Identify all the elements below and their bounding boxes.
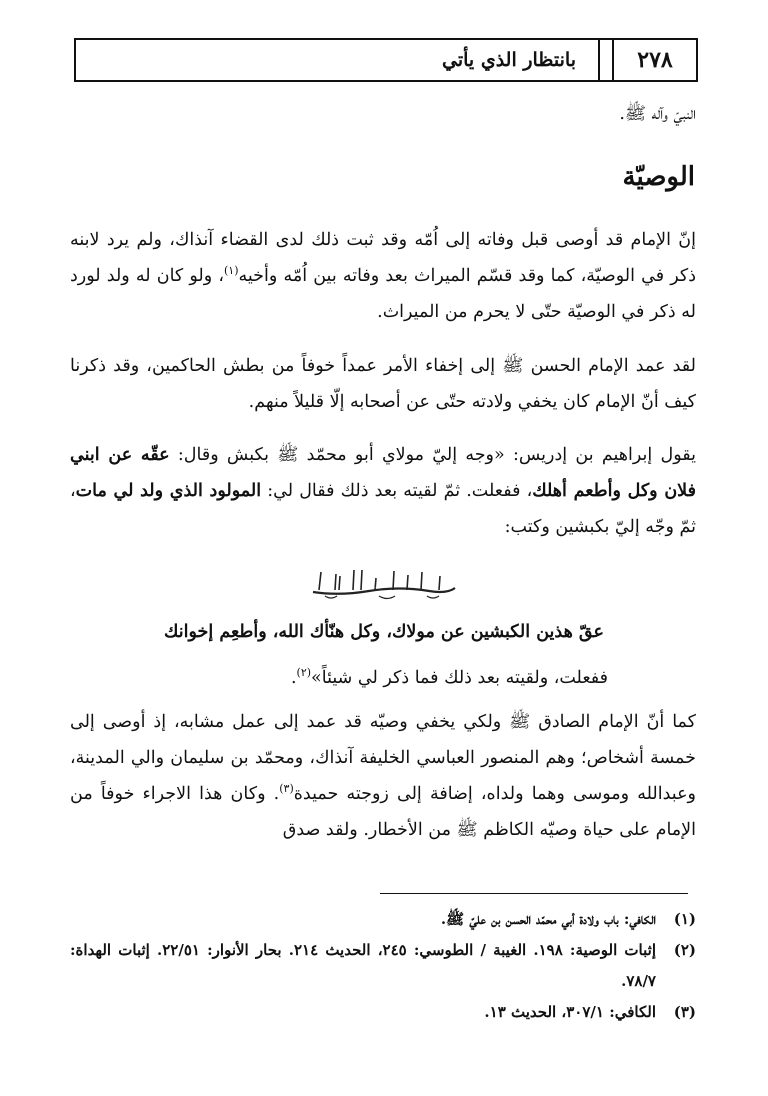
paragraph-sadiq-tail: . وكان هذا الاجراء خوفاً من الإمام على حياة وصيّه الكاظم ﷺ من الأخطار. ولقد صدق (70, 784, 696, 840)
footnote-number: (٣) (673, 1003, 696, 1021)
footnote-text: الكافي: باب ولادة أبي محمّد الحسن بن عليّ ﷺ. (440, 910, 656, 928)
paragraph-narration (70, 437, 696, 545)
paragraph-sadiq-text: كما أنّ الإمام الصادق ﷺ ولكي يخفي وصيّه قد عمد إلى عمل مشابه، إذ أوصى إلى خمسة أشخاص؛ وهم المنصور العباسي الخليفة آنذاك، ومحمّد بن سليمان والي المدينة، وعبدالله وموسى وهما ولداه، إضافة إلى زوجته حميدة (70, 712, 696, 804)
letter-after: ففعلت، ولقيته بعد ذلك فما ذكر لي شيئاً»$^{(٢)}$. (290, 666, 608, 688)
narration-lead: يقول إبراهيم بن إدريس: «وجه إليّ مولاي أبو محمّد ﷺ بكبش وقال: (177, 445, 696, 465)
footnote-ref-1: (١) (224, 264, 239, 278)
footnote-text: إثبات الوصية: ١٩٨. الغيبة / الطوسي: ٢٤٥، الحديث ٢١٤. بحار الأنوار: ٢٢/٥١. إثبات الهداة: ٧٨/٧. (70, 941, 656, 990)
page-number: ٢٧٨ (637, 47, 673, 73)
paragraph-will-tail: ، ولو كان له ولد لورد له ذكر في الوصيّة حتّى لا يحرم من الميراث. (70, 266, 696, 322)
footnote-number: (٢) (673, 941, 696, 959)
header-divider (598, 40, 614, 80)
basmala-calligraphy-graphic (309, 566, 459, 602)
paragraph-will (70, 222, 696, 330)
footnote-ref-3: (٣) (279, 782, 294, 796)
narration-tail: ، ثمّ وجّه إليّ بكبشين وكتب: (70, 481, 696, 537)
narration-quote-2: المولود الذي ولد لي مات (75, 481, 262, 501)
running-header (74, 38, 698, 82)
running-title: بانتظار الذي يأتي (442, 49, 576, 71)
paragraph-concealment: لقد عمد الإمام الحسن ﷺ إلى إخفاء الأمر عمداً خوفاً من بطش الحاكمين، وقد ذكرنا كيف أنّ الإمام كان يخفي ولادته حتّى عن أصحابه إلّا قليلاً منهم. (70, 356, 696, 412)
footnote-divider (380, 893, 688, 894)
narration-quote-1: عقّه عن ابني فلان وكل وأطعم أهلك (70, 445, 696, 501)
footnote (70, 997, 696, 1028)
footnote-ref-2: (٢) (296, 666, 312, 680)
opening-line: النبيّ وآله ﷺ. (619, 104, 696, 124)
footnote-number: (١) (673, 910, 696, 928)
footnote (70, 935, 696, 997)
paragraph-will-text: إنّ الإمام قد أوصى قبل وفاته إلى اُمّه وقد ثبت ذلك لدى القضاء آنذاك، ولم يرد لابنه ذكر في الوصيّة، كما وقد قسّم الميراث بعد وفاته بين اُمّه وأخيه (70, 230, 696, 286)
letter-text: عقّ هذين الكبشين عن مولاك، وكل هنّأك الله، وأطعِم إخوانك (164, 622, 604, 642)
basmala-calligraphy (0, 566, 768, 602)
footnotes (70, 904, 696, 1028)
basmala-text: بسم الله الرحمن الرحيم (373, 588, 384, 589)
footnote (70, 904, 696, 935)
paragraph-sadiq (70, 704, 696, 848)
section-heading: الوصيّة (622, 162, 695, 192)
footnote-text: الكافي: ٣٠٧/١، الحديث ١٣. (484, 1003, 656, 1021)
narration-mid: ، ففعلت. ثمّ لقيته بعد ذلك فقال لي: (267, 481, 533, 501)
letter-after-text: ففعلت، ولقيته بعد ذلك فما ذكر لي شيئاً» (311, 668, 608, 688)
